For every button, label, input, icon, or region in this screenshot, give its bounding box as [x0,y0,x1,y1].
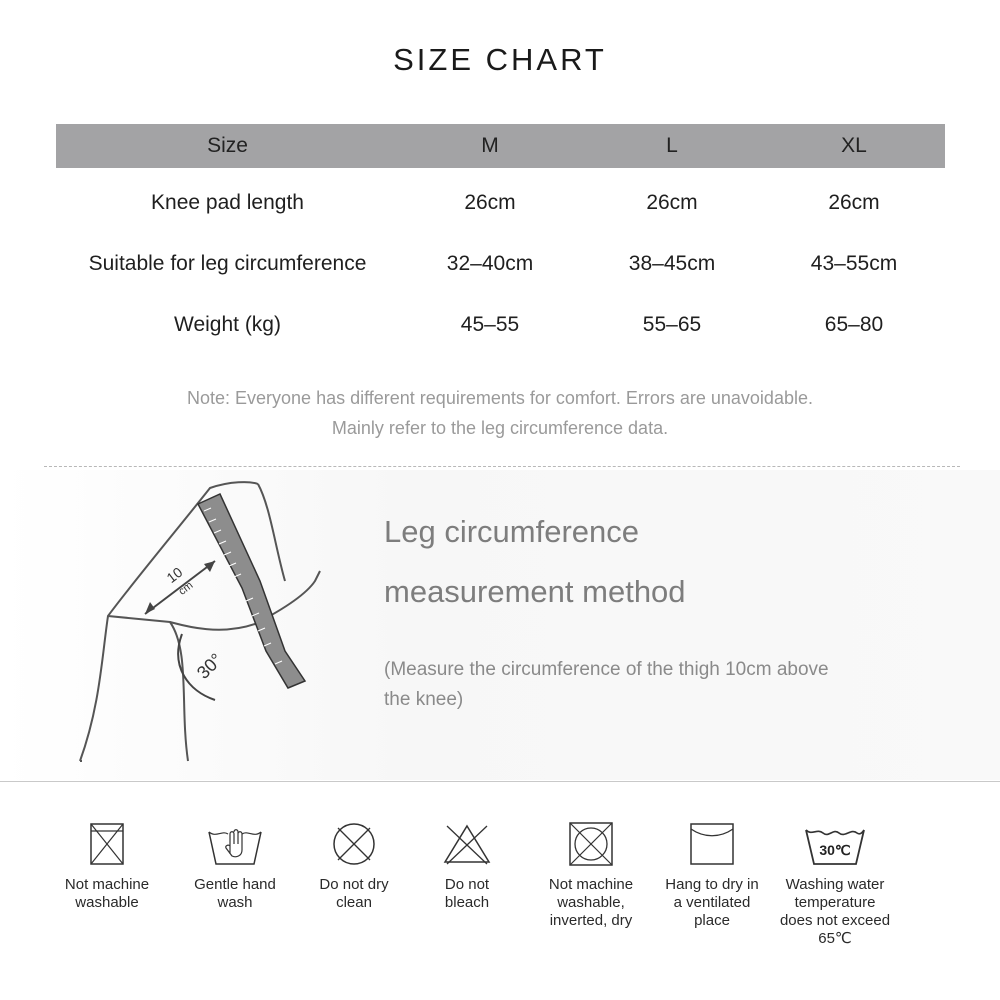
note-line-1: Note: Everyone has different requirements for comfort. Errors are unavoidable. [187,388,813,408]
care-label [180,876,290,912]
solid-divider [0,781,1000,782]
care-label-line: temperature [794,894,876,911]
care-item-line-dry [654,820,770,930]
measurement-subtitle-line-1: (Measure the circumference of the thigh 10cm above [384,659,829,680]
care-label [770,876,900,948]
care-label-line: Do not dry [319,876,389,893]
care-label-line: 65℃ [818,930,852,947]
leg-measurement-illustration [70,476,350,766]
care-item-no-bleach [422,820,512,912]
measurement-subtitle-line-2: the knee) [384,689,464,710]
wash-30-icon [803,820,867,868]
care-item-no-machine-wash [52,820,162,912]
distance-unit-label: cm [176,579,196,598]
care-label-line: bleach [444,894,490,911]
note-line-2: Mainly refer to the leg circumference data. [331,418,669,438]
care-item-hand-wash [180,820,290,912]
no-machine-wash-icon [87,820,127,868]
cell-value: 43–55cm [810,251,898,275]
row-label: Suitable for leg circumference [88,251,367,275]
measurement-title-line-2: measurement method [384,574,686,609]
care-label-line: Washing water [785,876,885,893]
no-dry-clean-icon [330,820,378,868]
care-item-no-tumble-dry [536,820,646,930]
measurement-subtitle [384,655,904,715]
cell-value: 65–80 [824,312,884,336]
care-label-line: Do not [444,876,490,893]
care-label-line: Not machine [548,876,634,893]
care-item-wash-30 [770,820,900,948]
measurement-title-line-1: Leg circumference [384,514,640,549]
note [0,383,1000,443]
header-m: M [399,124,581,168]
wash-temp-text: 30℃ [819,842,851,858]
knee-outline [108,571,320,630]
hand-wash-icon [206,820,264,868]
cell-value: 32–40cm [446,251,534,275]
thigh-back-outline [258,484,285,581]
care-label-line: clean [336,894,372,911]
care-label-line: washable, [557,894,625,911]
cell-value: 38–45cm [628,251,716,275]
cell-value: 26cm [464,190,516,214]
care-label-line: Gentle hand [194,876,276,893]
care-label-line: washable [75,894,139,911]
table-row [56,294,945,355]
care-label [536,876,646,930]
row-label: Knee pad length [151,190,304,214]
care-label [654,876,770,930]
care-label-line: a ventilated [673,894,751,911]
care-label-line: place [694,912,730,929]
care-label [52,876,162,912]
care-item-no-dry-clean [300,820,408,912]
cell-value: 26cm [828,190,880,214]
header-xl: XL [763,124,945,168]
arrow-head-up [204,561,215,572]
distance-label: 10 [163,563,186,587]
care-label-line: Hang to dry in [665,876,759,893]
table-row [56,233,945,294]
size-table [56,124,945,355]
page-title: SIZE CHART [393,42,607,77]
no-tumble-dry-icon [567,820,615,868]
row-label: Weight (kg) [174,312,281,336]
arrow-head-down [145,602,155,614]
header-l: L [581,124,763,168]
cell-value: 55–65 [642,312,702,336]
care-label-line: does not exceed [779,912,891,929]
cell-value: 26cm [646,190,698,214]
care-label-line: wash [217,894,253,911]
no-bleach-icon [441,820,493,868]
header-size: Size [56,124,399,168]
table-header-row [56,124,945,168]
angle-label: 30° [192,649,227,683]
care-label [422,876,512,912]
table-row [56,168,945,233]
care-label-line: inverted, dry [549,912,633,929]
line-dry-icon [688,820,736,868]
cell-value: 45–55 [460,312,520,336]
care-label-line: Not machine [64,876,150,893]
dashed-divider [44,466,960,467]
care-label [300,876,408,912]
